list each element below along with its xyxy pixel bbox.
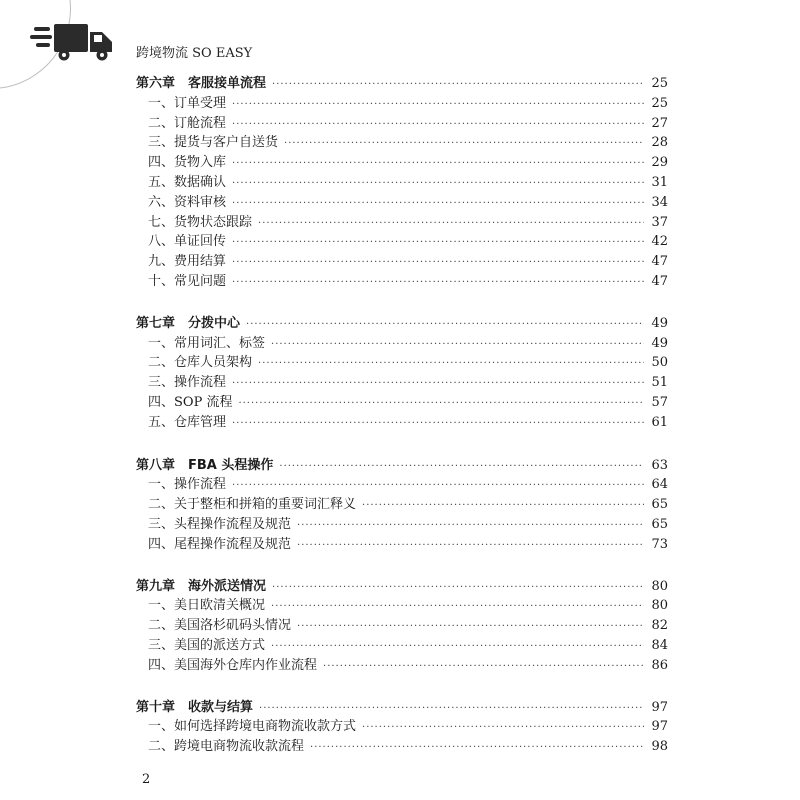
toc-chapter-entry-page: 63 <box>651 457 668 473</box>
toc-section-entry-title: 二、跨境电商物流收款流程 <box>148 739 305 755</box>
toc-section-entry-title: 五、仓库管理 <box>148 414 227 430</box>
toc-section-entry[interactable] <box>136 334 668 354</box>
toc-chapter-entry[interactable] <box>136 314 668 334</box>
toc-section-entry[interactable] <box>136 94 668 114</box>
toc-section-entry-title: 五、数据确认 <box>148 174 227 190</box>
toc-section-entry-page: 73 <box>651 536 668 552</box>
dot-leader <box>232 154 644 174</box>
dot-leader <box>232 95 644 115</box>
toc-chapter-entry[interactable] <box>136 74 668 94</box>
dot-leader <box>258 214 644 234</box>
toc-section-entry[interactable] <box>136 737 668 757</box>
toc-section-entry-page: 86 <box>651 657 668 673</box>
toc-section-entry-title: 九、费用结算 <box>148 254 227 270</box>
dot-leader <box>362 496 644 516</box>
delivery-truck-logo <box>0 0 140 100</box>
dot-leader <box>232 233 644 253</box>
dot-leader <box>232 476 644 496</box>
toc-section-entry[interactable] <box>136 413 668 433</box>
dot-leader <box>271 637 644 657</box>
toc-section-entry-page: 80 <box>651 598 668 614</box>
toc-section-entry-title: 四、美国海外仓库内作业流程 <box>148 657 318 673</box>
toc-section-entry-page: 50 <box>651 355 668 371</box>
toc-section-entry-title: 八、单证回传 <box>148 234 227 250</box>
dot-leader <box>232 115 644 135</box>
toc-section-entry-page: 25 <box>651 95 668 111</box>
dot-leader <box>323 657 644 677</box>
toc-chapter-entry-page: 80 <box>651 578 668 594</box>
toc-section-entry[interactable] <box>136 656 668 676</box>
toc-section-entry-title: 六、资料审核 <box>148 194 227 210</box>
dot-leader <box>272 75 644 95</box>
dot-leader <box>232 194 644 214</box>
toc-section-entry-page: 51 <box>651 375 668 391</box>
toc-section-entry-page: 65 <box>651 516 668 532</box>
dot-leader <box>271 597 644 617</box>
toc-section-entry-title: 二、关于整柜和拼箱的重要词汇释义 <box>148 497 357 513</box>
toc-section-entry-title: 二、订舱流程 <box>148 115 227 131</box>
dot-leader <box>279 457 644 477</box>
toc-section-entry[interactable] <box>136 133 668 153</box>
toc-section-entry-page: 64 <box>651 477 668 493</box>
toc-section-entry[interactable] <box>136 232 668 252</box>
toc-section-entry-page: 47 <box>651 254 668 270</box>
dot-leader <box>246 315 644 335</box>
toc-section-entry-title: 三、头程操作流程及规范 <box>148 516 292 532</box>
toc-section-entry-title: 三、操作流程 <box>148 375 227 391</box>
toc-section-entry-page: 82 <box>651 618 668 634</box>
toc-section-entry[interactable] <box>136 193 668 213</box>
toc-section-entry-title: 四、尾程操作流程及规范 <box>148 536 292 552</box>
toc-section-entry-page: 98 <box>651 739 668 755</box>
toc-section-entry-title: 二、仓库人员架构 <box>148 355 253 371</box>
toc-section-entry-page: 47 <box>651 273 668 289</box>
toc-section-entry-title: 三、提货与客户自送货 <box>148 135 279 151</box>
dot-leader <box>310 738 644 758</box>
toc-chapter <box>136 314 668 433</box>
toc-chapter-entry-title: 第六章 客服接单流程 <box>136 76 267 91</box>
dot-leader <box>272 578 644 598</box>
toc-section-entry-page: 49 <box>651 335 668 351</box>
toc-section-entry-page: 97 <box>651 719 668 735</box>
toc-section-entry[interactable] <box>136 252 668 272</box>
toc-section-entry-title: 一、美日欧清关概况 <box>148 598 266 614</box>
toc-section-entry[interactable] <box>136 114 668 134</box>
dot-leader <box>232 414 644 434</box>
toc-section-entry[interactable] <box>136 272 668 292</box>
toc-section-entry-page: 34 <box>651 194 668 210</box>
toc-section-entry-page: 61 <box>651 414 668 430</box>
toc-chapter <box>136 698 668 757</box>
toc-chapter-entry-title: 第十章 收款与结算 <box>136 699 254 715</box>
dot-leader <box>258 354 644 374</box>
toc-section-entry-page: 27 <box>651 115 668 131</box>
toc-section-entry-title: 二、美国洛杉矶码头情况 <box>148 618 292 634</box>
toc-section-entry-title: 四、货物入库 <box>148 155 227 171</box>
toc-section-entry-page: 57 <box>651 394 668 410</box>
toc-section-entry[interactable] <box>136 173 668 193</box>
toc-section-entry[interactable] <box>136 535 668 555</box>
toc-section-entry-title: 三、美国的派送方式 <box>148 637 266 653</box>
dot-leader <box>297 617 644 637</box>
toc-chapter <box>136 577 668 676</box>
dot-leader <box>238 394 644 414</box>
toc-section-entry-title: 一、操作流程 <box>148 477 227 493</box>
running-header: 跨境物流 SO EASY <box>136 46 253 61</box>
toc-section-entry[interactable] <box>136 636 668 656</box>
table-of-contents <box>136 74 668 779</box>
dot-leader <box>297 516 644 536</box>
toc-section-entry-title: 七、货物状态跟踪 <box>148 214 253 230</box>
toc-section-entry-title: 一、常用词汇、标签 <box>148 335 266 351</box>
toc-chapter <box>136 456 668 555</box>
toc-section-entry-page: 29 <box>651 155 668 171</box>
toc-section-entry-title: 一、如何选择跨境电商物流收款方式 <box>148 719 357 735</box>
dot-leader <box>232 273 644 293</box>
toc-section-entry[interactable] <box>136 616 668 636</box>
toc-section-entry[interactable] <box>136 373 668 393</box>
toc-chapter-entry[interactable] <box>136 577 668 597</box>
toc-chapter-entry-title: 第九章 海外派送情况 <box>136 578 267 594</box>
dot-leader <box>259 699 644 719</box>
toc-chapter-entry[interactable] <box>136 698 668 718</box>
dot-leader <box>271 335 644 355</box>
toc-section-entry[interactable] <box>136 475 668 495</box>
toc-section-entry[interactable] <box>136 495 668 515</box>
toc-section-entry-page: 65 <box>651 497 668 513</box>
toc-section-entry-title: 四、SOP 流程 <box>148 394 233 410</box>
dot-leader <box>232 253 644 273</box>
toc-chapter-entry-page: 25 <box>651 76 668 91</box>
toc-chapter <box>136 74 668 292</box>
toc-section-entry-title: 一、订单受理 <box>148 95 227 111</box>
dot-leader <box>284 134 644 154</box>
toc-section-entry-page: 31 <box>651 174 668 190</box>
toc-section-entry-page: 42 <box>651 234 668 250</box>
dot-leader <box>297 536 644 556</box>
toc-section-entry[interactable] <box>136 596 668 616</box>
toc-chapter-entry-page: 97 <box>651 699 668 715</box>
toc-chapter-entry-title: 第八章 FBA 头程操作 <box>136 457 274 473</box>
toc-chapter-entry-title: 第七章 分拨中心 <box>136 315 241 331</box>
toc-section-entry[interactable] <box>136 213 668 233</box>
toc-section-entry[interactable] <box>136 717 668 737</box>
toc-section-entry[interactable] <box>136 515 668 535</box>
toc-section-entry[interactable] <box>136 353 668 373</box>
dot-leader <box>362 718 644 738</box>
page-number: 2 <box>142 772 151 787</box>
toc-section-entry-title: 十、常见问题 <box>148 273 227 289</box>
toc-section-entry[interactable] <box>136 153 668 173</box>
toc-section-entry-page: 84 <box>651 637 668 653</box>
toc-section-entry[interactable] <box>136 393 668 413</box>
toc-chapter-entry-page: 49 <box>651 315 668 331</box>
dot-leader <box>232 374 644 394</box>
dot-leader <box>232 174 644 194</box>
toc-chapter-entry[interactable] <box>136 456 668 476</box>
toc-section-entry-page: 28 <box>651 135 668 151</box>
toc-section-entry-page: 37 <box>651 214 668 230</box>
